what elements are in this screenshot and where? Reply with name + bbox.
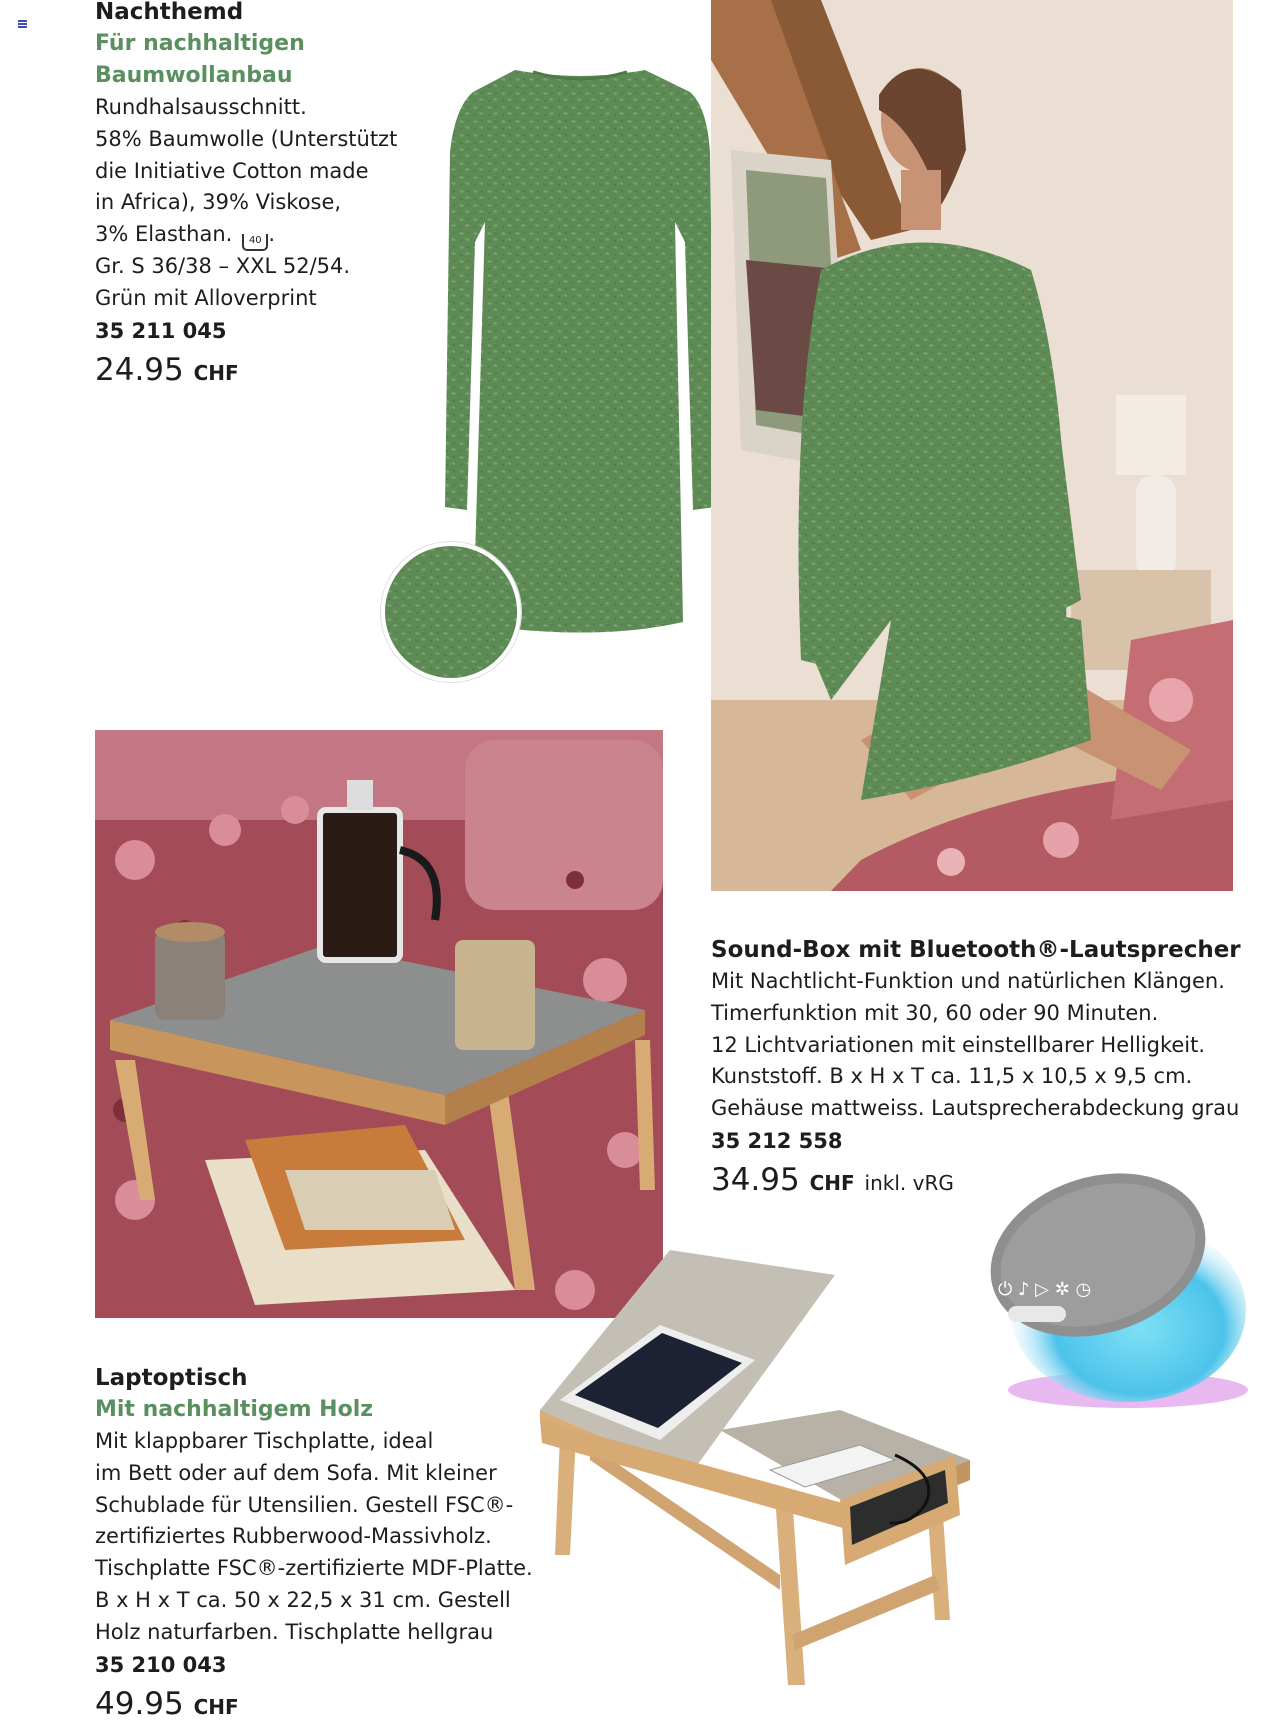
nightdress-model-photo <box>711 0 1233 891</box>
laptoptable-desc-2: im Bett oder auf dem Sofa. Mit kleiner <box>95 1460 497 1485</box>
soundbox-product-image <box>978 1160 1258 1410</box>
nightdress-sizes: Gr. S 36/38 – XXL 52/54. <box>95 254 351 279</box>
nightdress-desc-1: Rundhalsausschnitt. <box>95 95 307 119</box>
laptoptable-desc-1: Mit klappbarer Tischplatte, ideal <box>95 1429 434 1453</box>
nightdress-price-value: 24.95 <box>95 351 184 388</box>
soundbox-desc-4: Kunststoff. B x H x T ca. 11,5 x 10,5 x 9,5 cm. <box>711 1064 1193 1089</box>
svg-text:⏻ ♪ ▷ ✲ ◷: ⏻ ♪ ▷ ✲ ◷ <box>998 1279 1092 1300</box>
soundbox-desc-2: Timerfunktion mit 30, 60 oder 90 Minuten. <box>711 1000 1159 1025</box>
fabric-swatch-image <box>381 542 521 682</box>
laptoptable-bed-photo <box>95 730 663 1318</box>
nightdress-desc-3: die Initiative Cotton made <box>95 158 369 183</box>
laptoptable-info <box>95 1362 545 1720</box>
soundbox-title: Sound-Box mit Bluetooth®-Lautsprecher <box>711 937 1241 963</box>
laptoptable-title: Laptoptisch <box>95 1365 248 1391</box>
wash-40-icon: 40 <box>242 234 268 251</box>
soundbox-desc-5: Gehäuse mattweiss. Lautsprecherabdeckung grau <box>711 1096 1240 1121</box>
nightdress-subtitle-1: Für nachhaltigen <box>95 31 305 56</box>
nightdress-currency: CHF <box>193 360 239 385</box>
nightdress-desc-2: 58% Baumwolle (Unterstützt <box>95 126 398 151</box>
laptoptable-desc-6: B x H x T ca. 50 x 22,5 x 31 cm. Gestell <box>95 1587 511 1612</box>
laptoptable-currency: CHF <box>193 1694 239 1719</box>
nightdress-desc-5: 3% Elasthan. 40 . <box>95 219 425 251</box>
menu-icon[interactable] <box>18 20 27 28</box>
nightdress-color: Grün mit Alloverprint <box>95 285 317 310</box>
nightdress-art-no: 35 211 045 <box>95 318 227 343</box>
nightdress-title: Nachthemd <box>95 0 244 25</box>
laptoptable-price-value: 49.95 <box>95 1685 184 1720</box>
nightdress-subtitle-2: Baumwollanbau <box>95 63 293 88</box>
laptoptable-desc-4: zertifiziertes Rubberwood-Massivholz. <box>95 1524 492 1549</box>
laptoptable-product-image <box>530 1245 1010 1695</box>
nightdress-info <box>95 0 425 396</box>
laptoptable-desc-5: Tischplatte FSC®-zertifizierte MDF-Platte. <box>95 1556 533 1581</box>
laptoptable-subtitle: Mit nachhaltigem Holz <box>95 1397 374 1422</box>
laptoptable-desc-7: Holz naturfarben. Tischplatte hellgrau <box>95 1619 494 1644</box>
soundbox-currency: CHF <box>809 1170 855 1195</box>
soundbox-art-no: 35 212 558 <box>711 1128 843 1153</box>
laptoptable-price <box>95 1681 545 1720</box>
nightdress-price <box>95 347 425 396</box>
soundbox-price-value: 34.95 <box>711 1161 800 1198</box>
nightdress-material-elastane: 3% Elasthan. <box>95 222 233 247</box>
soundbox-desc-1: Mit Nachtlicht-Funktion und natürlichen Klängen. <box>711 969 1225 993</box>
soundbox-desc-3: 12 Lichtvariationen mit einstellbarer Helligkeit. <box>711 1032 1206 1057</box>
soundbox-price-extra: inkl. vRG <box>864 1170 954 1195</box>
nightdress-desc-4: in Africa), 39% Viskose, <box>95 190 342 215</box>
laptoptable-desc-3: Schublade für Utensilien. Gestell FSC®- <box>95 1492 514 1517</box>
laptoptable-art-no: 35 210 043 <box>95 1652 227 1677</box>
